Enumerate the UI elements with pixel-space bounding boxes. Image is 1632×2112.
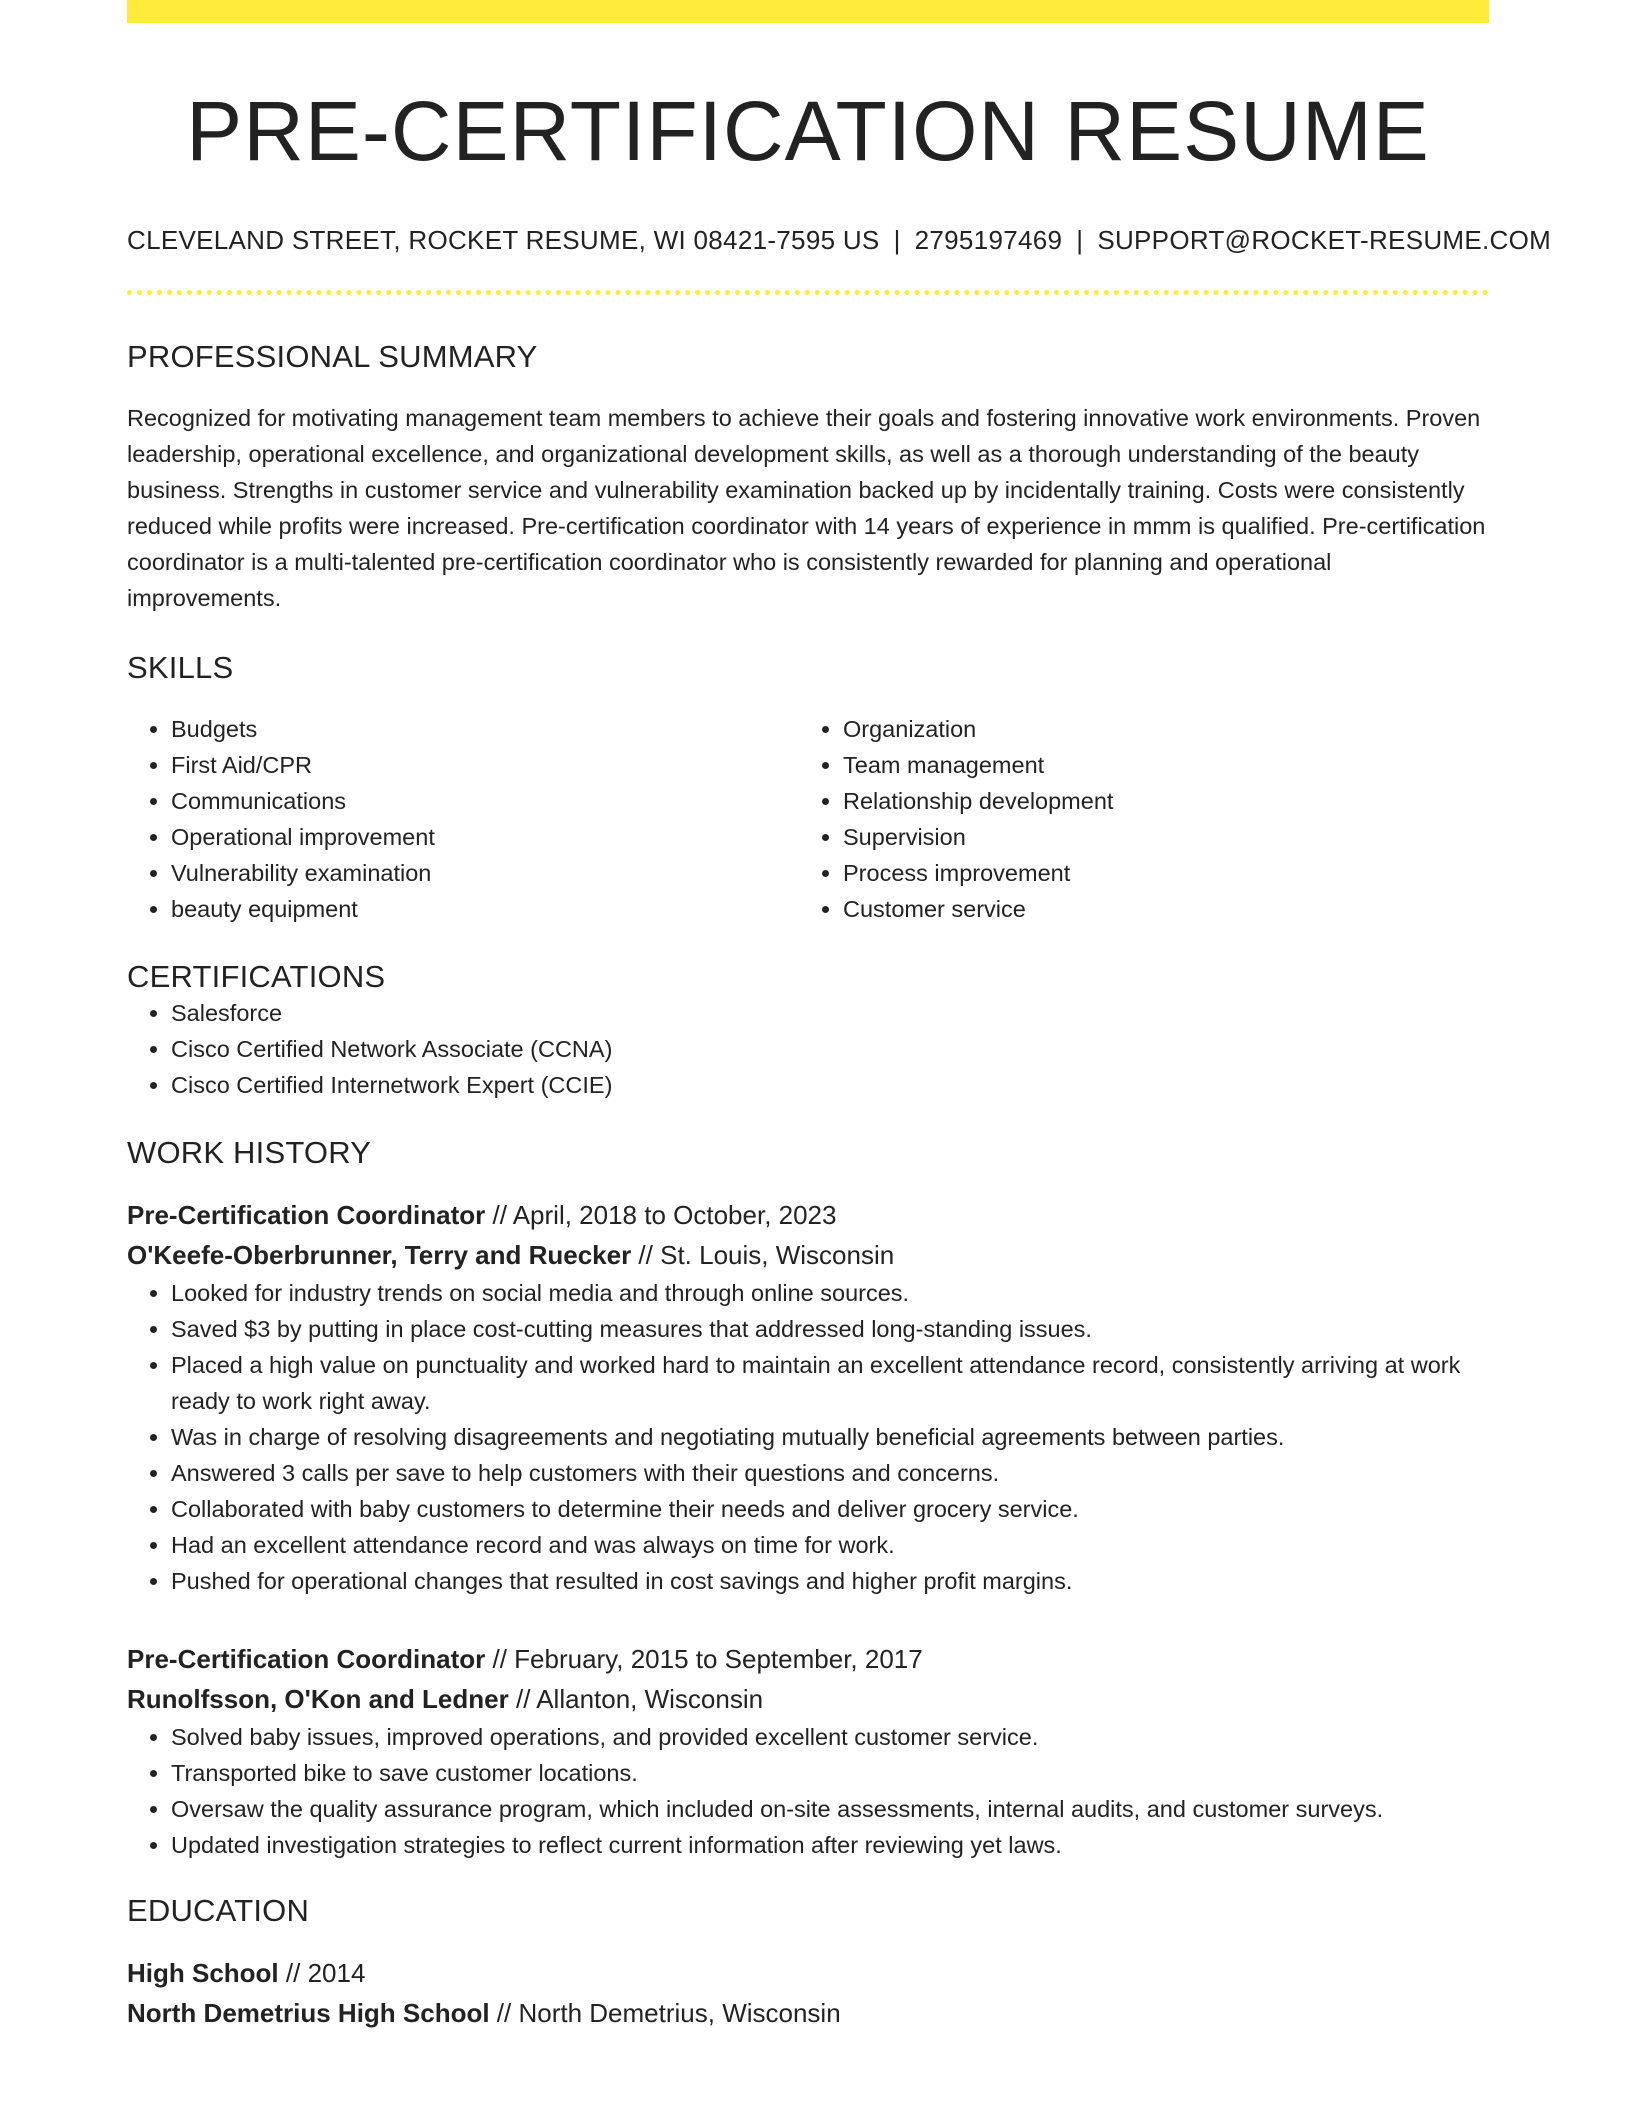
skills-column-left xyxy=(127,711,799,927)
job-duty-item: • Had an excellent attendance record and was always on time for work. xyxy=(171,1527,1489,1563)
job-duty-item: • Saved $3 by putting in place cost-cutting measures that addressed long-standing issues. xyxy=(171,1311,1489,1347)
job-title: Pre-Certification Coordinator xyxy=(127,1200,486,1231)
skill-item: • Process improvement xyxy=(843,855,1471,891)
skill-item: • Organization xyxy=(843,711,1471,747)
skills-heading: SKILLS xyxy=(127,650,234,686)
skill-item: • First Aid/CPR xyxy=(171,747,799,783)
job-duty-item: • Oversaw the quality assurance program, which included on-site assessments, internal audits, and customer surveys. xyxy=(171,1791,1489,1827)
job-dates: // April, 2018 to October, 2023 xyxy=(485,1200,837,1231)
job-entry xyxy=(127,1195,1489,1599)
job-entry xyxy=(127,1639,1489,1863)
skill-item: • Team management xyxy=(843,747,1471,783)
job-dates: // February, 2015 to September, 2017 xyxy=(485,1644,923,1675)
education-degree: High School xyxy=(127,1958,279,1989)
work-history-heading: WORK HISTORY xyxy=(127,1135,372,1171)
contact-phone: 2795197469 xyxy=(914,225,1063,256)
skill-item: • Customer service xyxy=(843,891,1471,927)
contact-line xyxy=(127,225,1552,256)
job-company: Runolfsson, O'Kon and Ledner xyxy=(127,1684,509,1715)
skills-list-left xyxy=(127,711,799,927)
job-duty-item: • Pushed for operational changes that resulted in cost savings and higher profit margins. xyxy=(171,1563,1489,1599)
certifications-heading: CERTIFICATIONS xyxy=(127,959,386,995)
contact-separator: | xyxy=(893,225,901,256)
job-duty-item: • Updated investigation strategies to reflect current information after reviewing yet laws. xyxy=(171,1827,1489,1863)
job-duty-item: • Answered 3 calls per save to help customers with their questions and concerns. xyxy=(171,1455,1489,1491)
certification-item: • Cisco Certified Network Associate (CCNA) xyxy=(171,1031,1489,1067)
certification-item: • Cisco Certified Internetwork Expert (CCIE) xyxy=(171,1067,1489,1103)
skill-item: • Relationship development xyxy=(843,783,1471,819)
job-duty-item: • Was in charge of resolving disagreements and negotiating mutually beneficial agreements between parties. xyxy=(171,1419,1489,1455)
skill-item: • beauty equipment xyxy=(171,891,799,927)
summary-text: Recognized for motivating management team members to achieve their goals and fostering innovative work environments. Proven leadership, operational excellence, and organizational development skills, as well as a thorough understanding of the beauty business. Strengths in customer service and vulnerability examination backed up by incidentally training. Costs were consistently reduced while profits were increased. Pre-certification coordinator with 14 years of experience in mmm is qualified. Pre-certification coordinator is a multi-talented pre-certification coordinator who is consistently rewarded for planning and operational improvements. xyxy=(127,405,1486,612)
job-title-line xyxy=(127,1195,1489,1235)
skills-grid xyxy=(127,711,1489,927)
education-entry xyxy=(127,1953,1489,2033)
education-location: // North Demetrius, Wisconsin xyxy=(489,1998,841,2029)
contact-address: CLEVELAND STREET, ROCKET RESUME, WI 08421-7595 US xyxy=(127,225,880,256)
job-company: O'Keefe-Oberbrunner, Terry and Ruecker xyxy=(127,1240,632,1271)
skill-item: • Communications xyxy=(171,783,799,819)
skill-item: • Vulnerability examination xyxy=(171,855,799,891)
education-school: North Demetrius High School xyxy=(127,1998,490,2029)
dotted-divider xyxy=(127,290,1489,295)
education-school-line xyxy=(127,1993,1489,2033)
education-degree-line xyxy=(127,1953,1489,1993)
contact-email: SUPPORT@ROCKET-RESUME.COM xyxy=(1097,225,1552,256)
job-duty-item: • Looked for industry trends on social media and through online sources. xyxy=(171,1275,1489,1311)
job-duties-list xyxy=(127,1719,1489,1863)
summary-heading: PROFESSIONAL SUMMARY xyxy=(127,339,538,375)
skill-item: • Supervision xyxy=(843,819,1471,855)
skill-item: • Budgets xyxy=(171,711,799,747)
job-duty-item: • Collaborated with baby customers to determine their needs and deliver grocery service. xyxy=(171,1491,1489,1527)
job-title-line xyxy=(127,1639,1489,1679)
job-duty-item: • Solved baby issues, improved operations, and provided excellent customer service. xyxy=(171,1719,1489,1755)
job-duty-item: • Placed a high value on punctuality and worked hard to maintain an excellent attendance record, consistently arriving at work ready to work right away. xyxy=(171,1347,1489,1419)
job-duty-item: • Transported bike to save customer locations. xyxy=(171,1755,1489,1791)
skills-list-right xyxy=(799,711,1471,927)
accent-top-bar xyxy=(127,0,1489,23)
education-heading: EDUCATION xyxy=(127,1893,310,1929)
job-company-line xyxy=(127,1679,1489,1719)
education-year: // 2014 xyxy=(278,1958,366,1989)
skills-column-right xyxy=(799,711,1471,927)
certification-item: • Salesforce xyxy=(171,995,1489,1031)
job-location: // Allanton, Wisconsin xyxy=(508,1684,764,1715)
job-company-line xyxy=(127,1235,1489,1275)
job-title: Pre-Certification Coordinator xyxy=(127,1644,486,1675)
job-location: // St. Louis, Wisconsin xyxy=(631,1240,895,1271)
resume-page xyxy=(127,0,1552,2033)
resume-title: PRE-CERTIFICATION RESUME xyxy=(186,84,1430,178)
job-duties-list xyxy=(127,1275,1489,1599)
certifications-list xyxy=(127,995,1489,1103)
contact-separator: | xyxy=(1076,225,1084,256)
skill-item: • Operational improvement xyxy=(171,819,799,855)
